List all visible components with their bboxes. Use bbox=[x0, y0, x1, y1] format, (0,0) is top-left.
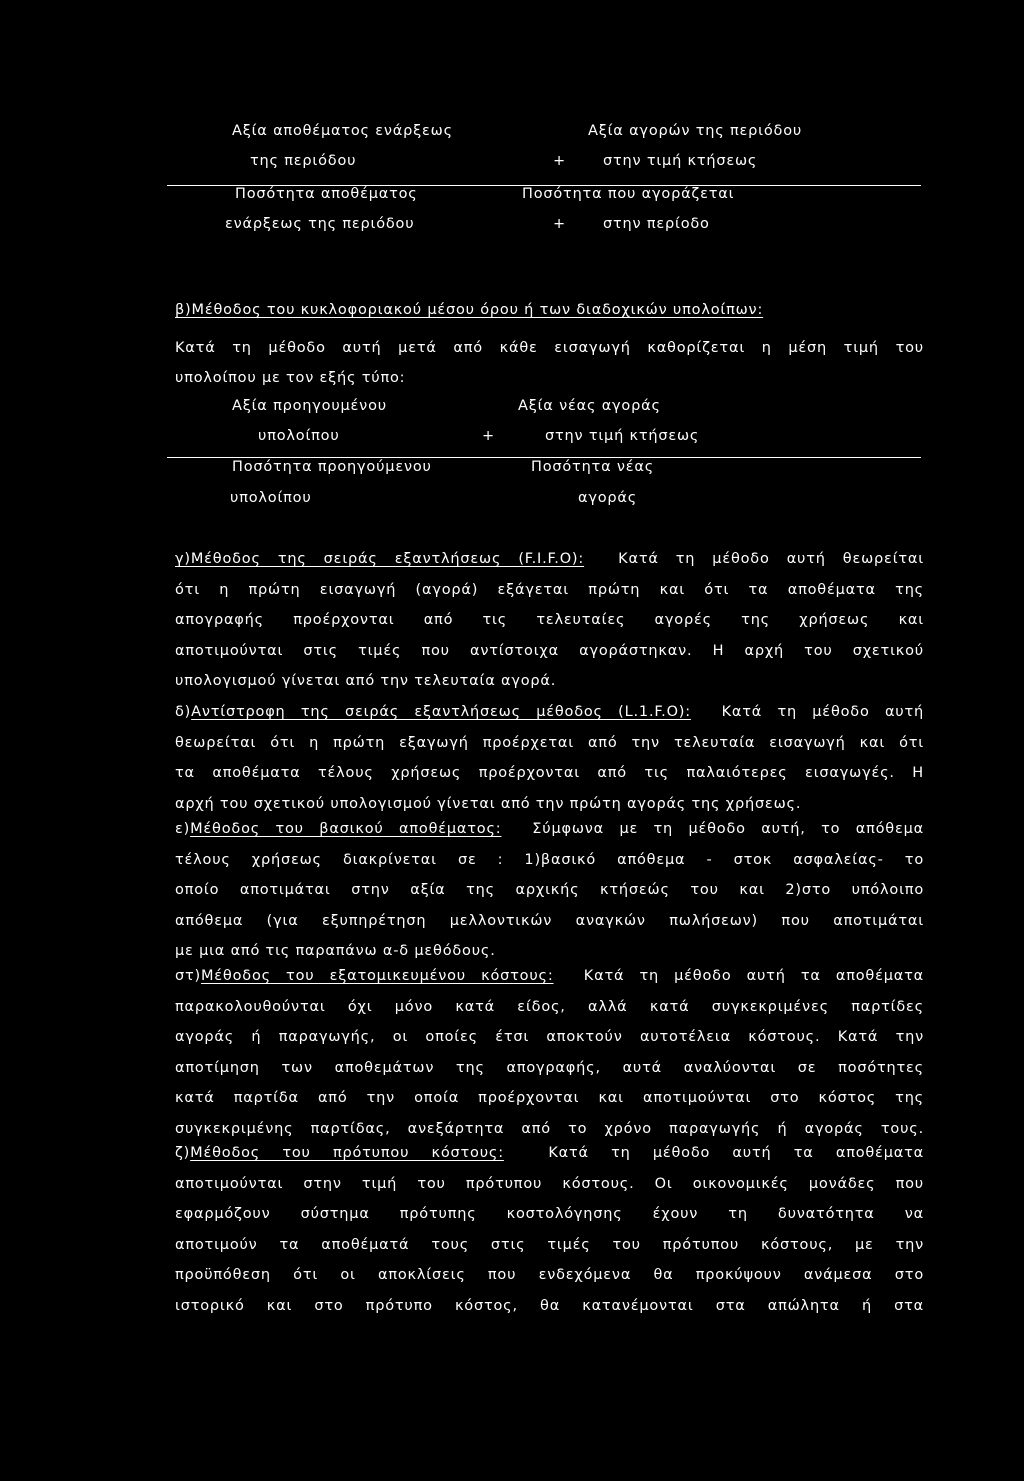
section-st-line: Κατά τη μέθοδο αυτή τα αποθέματα bbox=[583, 968, 924, 984]
section-e-line: με μια από τις παραπάνω α-δ μεθόδους. bbox=[175, 943, 496, 960]
formula1-denominator-right-line1: Ποσότητα που αγοράζεται bbox=[522, 186, 735, 202]
section-st-line: συγκεκριμένης παρτίδας, ανεξάρτητα από το χρόνο παραγωγής ή αγοράς τους. bbox=[175, 1120, 924, 1137]
section-st-line: αποτίμηση των αποθεμάτων της απογραφής, αυτά αναλύονται σε ποσότητες bbox=[175, 1059, 924, 1076]
section-d bbox=[175, 697, 924, 819]
section-d-line: τα αποθέματα τέλους χρήσεως προέρχονται από τις παλαιότερες εισαγωγές. Η bbox=[175, 765, 924, 782]
formula2-numerator-right-line1: Αξία νέας αγοράς bbox=[518, 398, 661, 414]
section-z-prefix: ζ) bbox=[175, 1145, 191, 1161]
section-b-line: υπολοίπου με τον εξής τύπο: bbox=[175, 370, 406, 386]
formula1-denominator-left-line2: ενάρξεως της περιόδου bbox=[225, 216, 415, 232]
formula2-denominator-left-line2: υπολοίπου bbox=[230, 490, 312, 506]
section-g-heading: γ)Μέθοδος της σειράς εξαντλήσεως (F.I.F.O): bbox=[175, 551, 585, 567]
formula1-denominator-right-line2: στην περίοδο bbox=[603, 216, 710, 232]
formula1-denominator-operator: + bbox=[553, 216, 566, 232]
formula2-numerator-left-line1: Αξία προηγουμένου bbox=[232, 398, 387, 414]
formula2-numerator-left-line2: υπολοίπου bbox=[258, 428, 340, 444]
section-g-line: ότι η πρώτη εισαγωγή (αγορά) εξάγεται πρώτη και ότι τα αποθέματα της bbox=[175, 581, 924, 598]
section-st bbox=[175, 961, 924, 1145]
section-g-line: αποτιμούνται στις τιμές που αντίστοιχα αγοράστηκαν. Η αρχή του σχετικού bbox=[175, 642, 924, 659]
section-st-line: αγοράς ή παραγωγής, οι οποίες έτσι αποκτούν αυτοτέλεια κόστους. Κατά την bbox=[175, 1029, 924, 1046]
formula2-denominator-right-line1: Ποσότητα νέας bbox=[531, 459, 655, 475]
section-d-line: θεωρείται ότι η πρώτη εξαγωγή προέρχεται από την τελευταία εισαγωγή και ότι bbox=[175, 734, 924, 751]
section-st-line: παρακολουθούνται όχι μόνο κατά είδος, αλλά κατά συγκεκριμένες παρτίδες bbox=[175, 998, 924, 1015]
section-e-heading: Μέθοδος του βασικού αποθέματος: bbox=[190, 821, 502, 837]
section-g-line: απογραφής προέρχονται από τις τελευταίες αγορές της χρήσεως και bbox=[175, 612, 924, 629]
formula1-denominator-left-line1: Ποσότητα αποθέματος bbox=[235, 186, 418, 202]
section-e bbox=[175, 814, 924, 967]
formula2-denominator-left-line1: Ποσότητα προηγούμενου bbox=[232, 459, 432, 475]
formula1-numerator-operator: + bbox=[553, 153, 566, 169]
section-g-line: Κατά τη μέθοδο αυτή θεωρείται bbox=[618, 551, 924, 567]
section-b-line: Κατά τη μέθοδο αυτή μετά από κάθε εισαγωγή καθορίζεται η μέση τιμή του bbox=[175, 340, 924, 356]
formula2-fraction-bar bbox=[167, 457, 921, 458]
section-z-line: προϋπόθεση ότι οι αποκλίσεις που ενδεχόμενα θα προκύψουν ανάμεσα στο bbox=[175, 1267, 924, 1284]
section-d-prefix: δ) bbox=[175, 704, 192, 720]
formula2-numerator-operator: + bbox=[482, 428, 495, 444]
formula1-numerator-right-line1: Αξία αγορών της περιόδου bbox=[588, 123, 803, 139]
section-d-heading: Αντίστροφη της σειράς εξαντλήσεως μέθοδος (L.1.F.O): bbox=[191, 704, 691, 720]
section-d-line: αρχή του σχετικού υπολογισμού γίνεται από την πρώτη αγοράς της χρήσεως. bbox=[175, 795, 802, 812]
section-st-prefix: στ) bbox=[175, 968, 201, 984]
section-g-line: υπολογισμού γίνεται από την τελευταία αγορά. bbox=[175, 673, 557, 690]
section-e-line: Σύμφωνα με τη μέθοδο αυτή, το απόθεμα bbox=[532, 821, 924, 837]
section-st-heading: Μέθοδος του εξατομικευμένου κόστους: bbox=[200, 968, 554, 984]
section-d-line: Κατά τη μέθοδο αυτή bbox=[721, 704, 925, 720]
section-z-line: εφαρμόζουν σύστημα πρότυπης κοστολόγησης έχουν τη δυνατότητα να bbox=[175, 1206, 924, 1223]
section-b-text bbox=[175, 333, 924, 393]
section-z-line: ιστορικό και στο πρότυπο κόστος, θα κατανέμονται στα απώλητα ή στα bbox=[175, 1297, 924, 1314]
formula1-numerator-left-line1: Αξία αποθέματος ενάρξεως bbox=[232, 123, 453, 139]
formula1-numerator-right-line2: στην τιμή κτήσεως bbox=[603, 153, 758, 169]
section-b-heading: β)Μέθοδος του κυκλοφοριακού μέσου όρου ή των διαδοχικών υπολοίπων: bbox=[175, 302, 764, 318]
section-st-line: κατά παρτίδα από την οποία προέρχονται και αποτιμούνται στο κόστος της bbox=[175, 1090, 924, 1107]
formula2-numerator-right-line2: στην τιμή κτήσεως bbox=[545, 428, 700, 444]
section-e-line: οποίο αποτιμάται στην αξία της αρχικής κτήσεώς του και 2)στο υπόλοιπο bbox=[175, 882, 924, 899]
section-e-line: απόθεμα (για εξυπηρέτηση μελλοντικών αναγκών πωλήσεων) που αποτιμάται bbox=[175, 912, 924, 929]
formula2-denominator-right-line2: αγοράς bbox=[578, 490, 638, 506]
section-z-heading: Μέθοδος του πρότυπου κόστους: bbox=[190, 1145, 504, 1161]
section-z bbox=[175, 1138, 924, 1322]
section-z-line: Κατά τη μέθοδο αυτή τα αποθέματα bbox=[548, 1145, 924, 1161]
formula1-numerator-left-line2: της περιόδου bbox=[250, 153, 357, 169]
section-z-line: αποτιμούν τα αποθέματά τους στις τιμές του πρότυπου κόστους, με την bbox=[175, 1236, 924, 1253]
section-g bbox=[175, 544, 924, 697]
section-e-line: τέλους χρήσεως διακρίνεται σε : 1)βασικό απόθεμα - στοκ ασφαλείας- το bbox=[175, 851, 924, 868]
section-z-line: αποτιμούνται στην τιμή του πρότυπου κόστους. Οι οικονομικές μονάδες που bbox=[175, 1175, 924, 1192]
section-e-prefix: ε) bbox=[175, 821, 191, 837]
